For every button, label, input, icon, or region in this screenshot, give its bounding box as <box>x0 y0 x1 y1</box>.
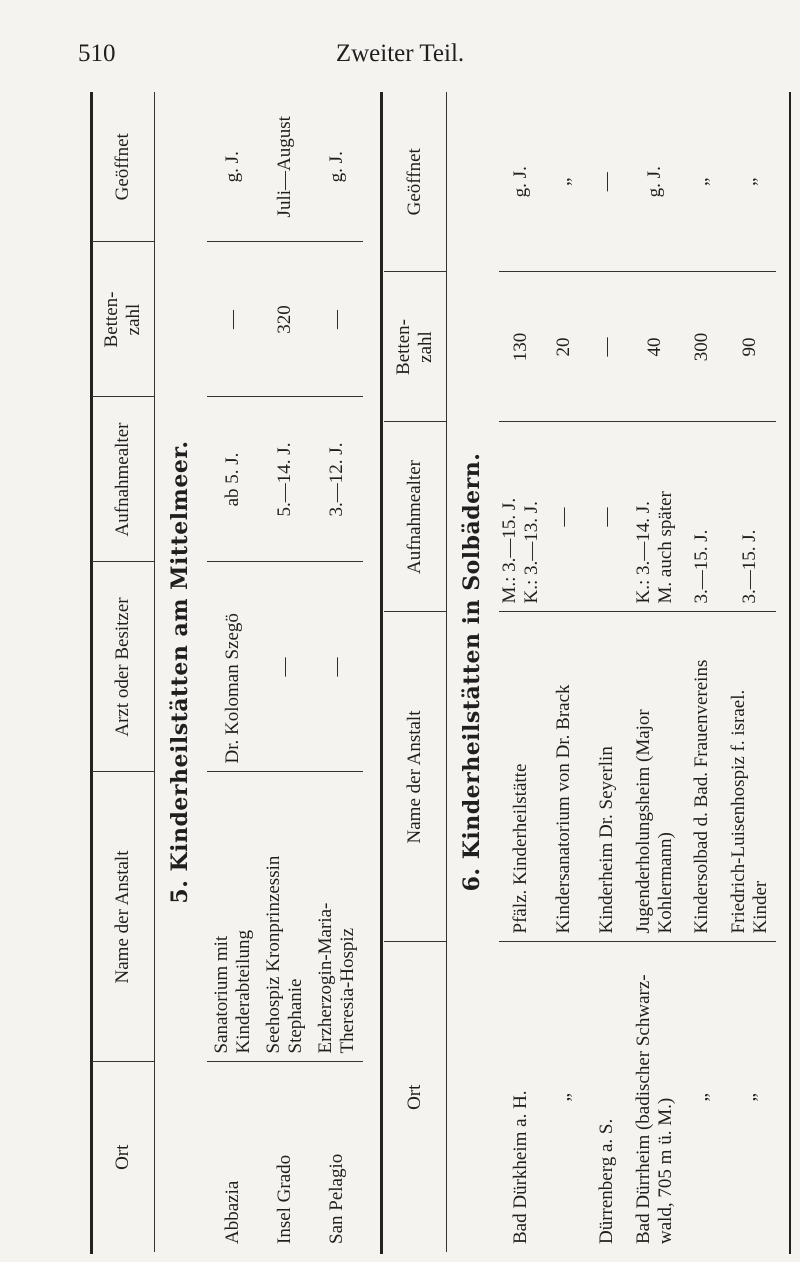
cell-betten: — <box>586 272 629 422</box>
col-header-ort: Ort <box>384 942 447 1252</box>
cell-betten: 130 <box>499 272 543 422</box>
table-row <box>586 92 629 1252</box>
table-1 <box>92 92 380 1252</box>
cell-betten: 90 <box>724 272 776 422</box>
cell-geoeffnet: „ <box>681 92 724 272</box>
table-2-grid <box>384 92 776 1252</box>
table-row <box>681 92 724 1252</box>
col-header-betten: Betten- zahl <box>384 272 447 422</box>
cell-ort: „ <box>691 1093 713 1102</box>
table-row <box>311 92 363 1252</box>
cell-arzt: Dr. Koloman Szegö <box>207 562 259 772</box>
col-header-geoeffnet: Geöffnet <box>92 92 155 242</box>
col-header-betten: Betten- zahl <box>92 242 155 397</box>
cell-alter: ab 5. J. <box>207 397 259 562</box>
col-header-name: Name der Anstalt <box>384 612 447 942</box>
cell-geoeffnet: Juli—August <box>259 92 311 242</box>
table-row <box>629 92 681 1252</box>
table-1-title-row <box>155 92 208 1252</box>
cell-ort: „ <box>553 1093 575 1102</box>
table-1-title: 5. Kinderheilstätten am Mittelmeer. <box>167 440 194 904</box>
cell-geoeffnet: g. J. <box>311 92 363 242</box>
cell-geoeffnet: g. J. <box>629 92 681 272</box>
cell-name: Kinderheim Dr. Seyerlin <box>586 612 629 942</box>
col-header-geoeffnet: Geöffnet <box>384 92 447 272</box>
cell-name: Jugenderholungsheim (Major Kohlermann) <box>629 612 681 942</box>
cell-ort: Bad Dürrheim (badischer Schwarz- wald, 705 m ü. M.) <box>632 974 676 1244</box>
center-rule <box>380 92 383 1254</box>
cell-betten: 20 <box>543 272 586 422</box>
cell-betten: 300 <box>681 272 724 422</box>
cell-alter: M.: 3.—15. J. K.: 3.—13. J. <box>499 422 543 612</box>
cell-ort: Bad Dürkheim a. H. <box>509 1090 531 1244</box>
cell-ort: Insel Grado <box>274 1154 296 1244</box>
table-1-grid <box>92 92 363 1252</box>
running-head: Zweiter Teil. <box>335 40 465 67</box>
cell-alter: 5.—14. J. <box>259 397 311 562</box>
cell-geoeffnet: g. J. <box>207 92 259 242</box>
table-row <box>724 92 776 1252</box>
cell-betten: 320 <box>259 242 311 397</box>
cell-alter: 3.—15. J. <box>724 422 776 612</box>
cell-name: Erzherzogin-Maria- Theresia-Hospiz <box>311 772 363 1062</box>
cell-geoeffnet: — <box>586 92 629 272</box>
cell-alter: — <box>586 422 629 612</box>
cell-geoeffnet: g. J. <box>499 92 543 272</box>
cell-name: Pfälz. Kinderheilstätte <box>499 612 543 942</box>
cell-betten: — <box>207 242 259 397</box>
cell-ort: Abbazia <box>222 1180 244 1244</box>
table-row <box>543 92 586 1252</box>
cell-geoeffnet: „ <box>724 92 776 272</box>
cell-alter: — <box>543 422 586 612</box>
col-header-ort: Ort <box>92 1062 155 1252</box>
cell-geoeffnet: „ <box>543 92 586 272</box>
cell-ort: „ <box>738 1093 760 1102</box>
table-row <box>259 92 311 1252</box>
col-header-arzt: Arzt oder Besitzer <box>92 562 155 772</box>
page-number: 510 <box>78 40 116 67</box>
table-row <box>499 92 543 1252</box>
table-1-header-row <box>92 92 155 1252</box>
cell-alter: 3.—15. J. <box>681 422 724 612</box>
col-header-alter: Aufnahmealter <box>384 422 447 612</box>
col-header-alter: Aufnahmealter <box>92 397 155 562</box>
cell-betten: 40 <box>629 272 681 422</box>
cell-name: Friedrich-Luisenhospiz f. israel. Kinder <box>724 612 776 942</box>
cell-alter: K.: 3.—14. J. M. auch später <box>629 422 681 612</box>
table-2-title-row <box>447 92 500 1252</box>
right-rule <box>789 92 791 1254</box>
cell-name: Sanatorium mit Kinderabteilung <box>207 772 259 1062</box>
table-2-header-row <box>384 92 447 1252</box>
cell-name: Seehospiz Kronprinzessin Stephanie <box>259 772 311 1062</box>
col-header-name: Name der Anstalt <box>92 772 155 1062</box>
cell-alter: 3.—12. J. <box>311 397 363 562</box>
cell-betten: — <box>311 242 363 397</box>
cell-name: Kindersanatorium von Dr. Brack <box>543 612 586 942</box>
cell-arzt: — <box>259 562 311 772</box>
table-row <box>207 92 259 1252</box>
table-2-title: 6. Kinderheilstätten in Solbädern. <box>459 452 486 892</box>
cell-ort: Dürrenberg a. S. <box>596 1118 618 1244</box>
page-header <box>0 0 800 80</box>
table-2 <box>384 92 788 1252</box>
cell-name: Kindersolbad d. Bad. Frauenvereins <box>681 612 724 942</box>
cell-ort: San Pelagio <box>326 1153 348 1244</box>
cell-arzt: — <box>311 562 363 772</box>
